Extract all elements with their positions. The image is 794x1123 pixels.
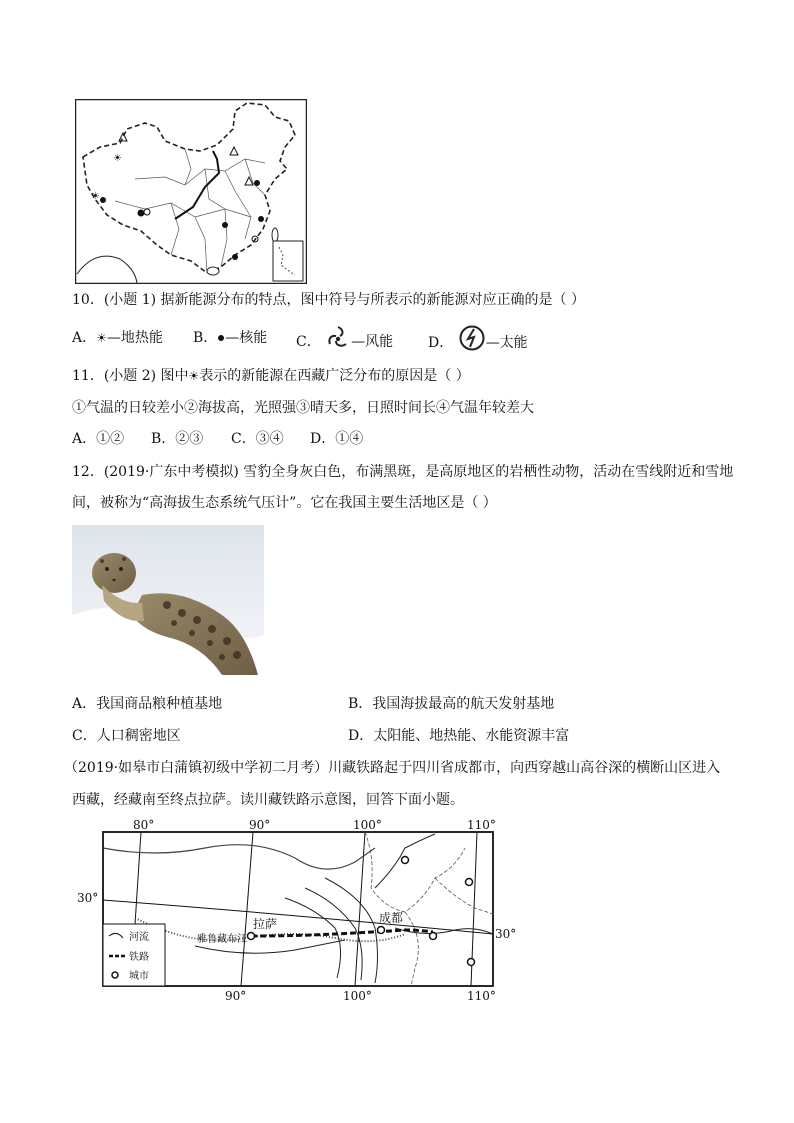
q11-option-c[interactable]: C．③④ [231,431,284,447]
option-text: —核能 [225,330,268,346]
option-letter: C． [296,334,321,350]
q12-stem-line1: 12．(2019·广东中考模拟) 雪豹全身灰白色，布满黑斑，是高原地区的岩栖性动物，活动在雪线附近和雪地 [72,464,734,480]
q11-stem: 11．(小题 2) 图中☀表示的新能源在西藏广泛分布的原因是（ ） [72,368,470,384]
q11-option-a[interactable]: A．①② [72,431,125,447]
river-label-yarlung: 雅鲁藏布江 [197,934,247,945]
lon-label-bottom-100: 100° [343,989,372,1003]
q11-statements: ①气温的日较差小②海拔高，光照强③晴天多，日照时间长④气温年较差大 [72,400,534,416]
legend-city-label: 城市 [129,971,149,982]
city-label-lhasa: 拉萨 [253,917,278,931]
lon-label-100: 100° [353,818,382,832]
lon-label-110: 110° [467,818,496,832]
svg-text:☀: ☀ [91,191,100,202]
option-letter: D． [428,335,454,351]
q12-option-c[interactable]: C．人口稠密地区 [72,728,181,744]
lon-label-80: 80° [133,818,155,832]
q10-option-b[interactable] [193,328,267,348]
lon-label-bottom-90: 90° [225,989,247,1003]
q12-option-d[interactable]: D．太阳能、地热能、水能资源丰富 [348,728,570,744]
wind-turbine-icon [325,324,351,360]
q12-stem-line2: 间，被称为“高海拔生态系统气压计”。它在我国主要生活地区是（ ） [72,495,497,511]
intro-line1: （2019·如皋市白蒲镇初级中学初二月考）川藏铁路起于四川省成都市，向西穿越山高谷深的横断山区进入 [64,760,721,776]
q10-option-a[interactable] [72,328,163,348]
china-energy-map [75,99,307,284]
q12-option-a[interactable]: A．我国商品粮种植基地 [72,696,223,712]
q10-option-c[interactable] [296,324,393,360]
option-text: —风能 [351,334,394,350]
q10-option-d[interactable] [428,324,528,362]
q10-stem: 10．(小题 1) 据新能源分布的特点，图中符号与所表示的新能源对应正确的是（ ） [72,292,585,308]
q12-option-b[interactable]: B．我国海拔最高的航天发射基地 [348,696,555,712]
option-letter: B． [193,330,218,346]
sun-icon: ☀ [188,369,200,383]
city-label-chengdu: 成都 [379,911,404,925]
lat-label-right: 30° [495,927,517,941]
lightning-circle-icon [458,324,486,362]
q11-option-d[interactable]: D．①④ [310,431,364,447]
option-letter: A． [72,330,97,346]
option-text: —地热能 [106,330,163,346]
legend-railway-label: 铁路 [129,952,149,963]
option-text: —太能 [485,335,528,351]
lon-label-90: 90° [249,818,271,832]
railway-map [75,818,520,1008]
sun-icon: ☀ [96,331,107,345]
legend-river-label: 河流 [129,932,149,943]
lat-label-left: 30° [77,891,99,905]
svg-text:☀: ☀ [113,153,122,164]
q11-option-b[interactable]: B．②③ [151,431,204,447]
snow-leopard-photo [72,525,264,679]
intro-line2: 西藏，经藏南至终点拉萨。读川藏铁路示意图，回答下面小题。 [72,792,464,808]
lon-label-bottom-110: 110° [467,989,496,1003]
